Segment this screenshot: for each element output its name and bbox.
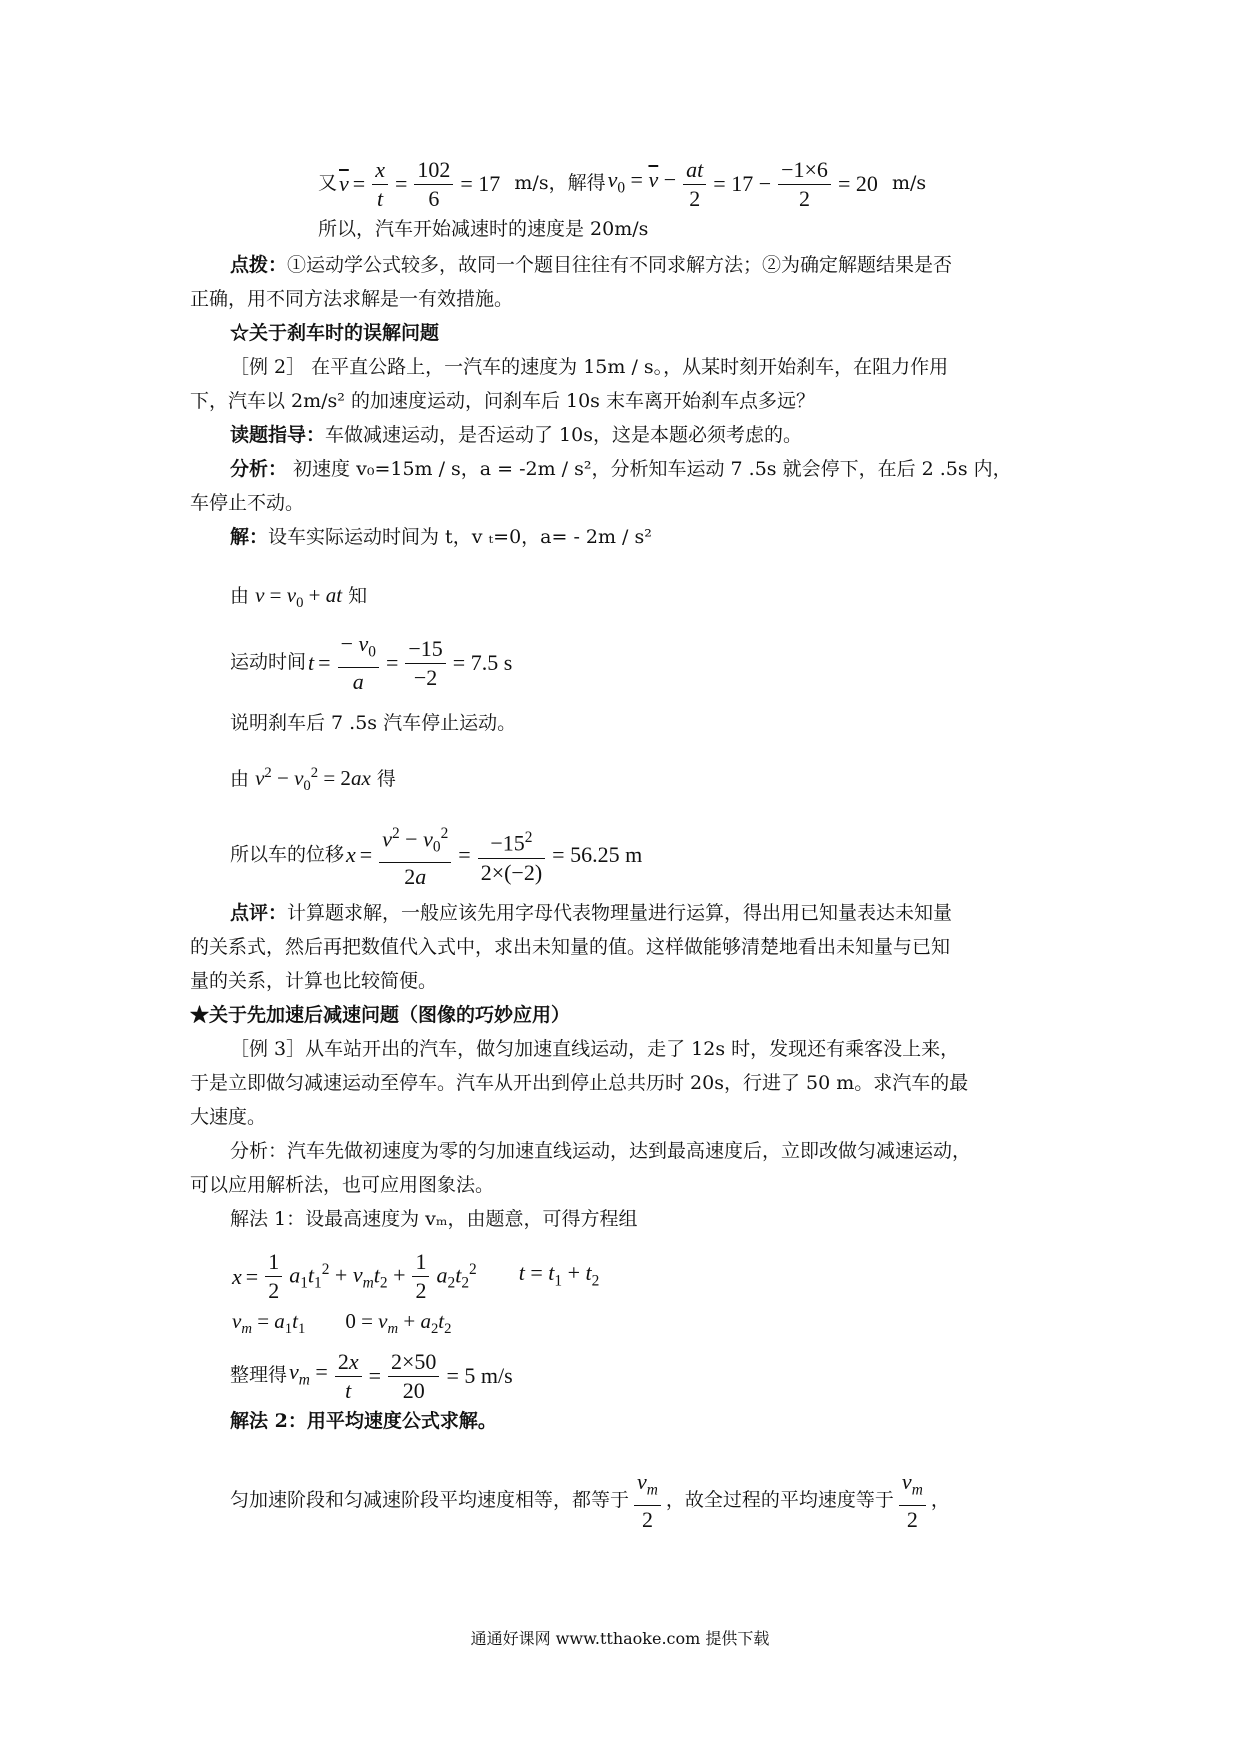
text-you-v2: 由 bbox=[230, 768, 250, 790]
section-heading-1: ☆关于刹车时的误解问题 bbox=[230, 322, 440, 344]
dianping-line-1 bbox=[230, 898, 952, 928]
frac-2x-t: $\frac{2x}{t}$ bbox=[335, 1348, 362, 1405]
frac-vm-2-a: $\frac{v_m}{2}$ bbox=[634, 1468, 661, 1533]
example-3-line-1: ［例 3］从车站开出的汽车，做匀加速直线运动，走了 12s 时，发现还有乘客没上来， bbox=[230, 1038, 960, 1060]
fenxi2-line-1: 分析：汽车先做初速度为零的匀加速直线运动，达到最高速度后，立即改做匀减速运动， bbox=[230, 1140, 972, 1162]
jie-line bbox=[230, 522, 652, 552]
duti-line bbox=[230, 420, 802, 450]
fenxi-line-2: 车停止不动。 bbox=[190, 492, 305, 514]
zhengli-line: 整理得$v_m$ = $\frac{2x}{t}$ = $\frac{2\times 50}{20}$ = 5 m/s bbox=[230, 1348, 513, 1403]
dianbo-line-2: 正确，用不同方法求解是一有效措施。 bbox=[190, 288, 514, 310]
frac-v2-v02-2a: $\frac{v^2 - v_0^2}{2a}$ bbox=[379, 820, 451, 891]
frac-half-1: $\frac{1}{2}$ bbox=[265, 1248, 282, 1305]
formula-v2-line: 由 $v^2 - v_0^2 = 2ax$ 得 bbox=[230, 765, 396, 795]
text-de: 得 bbox=[376, 768, 396, 790]
text-you-v: 由 bbox=[230, 585, 250, 607]
text-zhi: 知 bbox=[348, 585, 368, 607]
example-3-line-3: 大速度。 bbox=[190, 1106, 267, 1128]
fenxi-line-1 bbox=[230, 454, 1012, 484]
last-line bbox=[230, 1468, 950, 1534]
fenxi-text: 初速度 v₀=15m / s，a = -2m / s²，分析知车运动 7 .5s 就会停下，在后 2 .5s 内， bbox=[287, 458, 1012, 480]
jie-label: 解： bbox=[230, 526, 269, 548]
frac-x-t: $\frac{x}{t}$ bbox=[372, 156, 388, 213]
frac-negv0-a: $\frac{- v_0}{a}$ bbox=[338, 630, 379, 695]
equation-system-1: x = $\frac{1}{2}$ $a_1t_1^2 + v_mt_2$ + $\frac{1}{2}$ $a_2t_2^2$ $t = t_1 + t_2$ bbox=[232, 1249, 600, 1304]
last-text-c: ， bbox=[930, 1489, 950, 1511]
text-you: 又 bbox=[318, 172, 338, 195]
frac-neg1x6-2: $\frac{-1\times 6}{2}$ bbox=[778, 156, 831, 213]
text-ms-jiede: m/s，解得 bbox=[514, 172, 606, 195]
time-formula-line: 运动时间t = $\frac{- v_0}{a}$ = $\frac{-15}{-2}$ = 7.5 s bbox=[230, 631, 513, 694]
example-2-line-2: 下，汽车以 2m/s² 的加速度运动，问刹车后 10s 末车离开始刹车点多远？ bbox=[190, 390, 815, 412]
frac-half-2: $\frac{1}{2}$ bbox=[412, 1248, 429, 1305]
frac-102-6: $\frac{102}{6}$ bbox=[414, 156, 453, 213]
jie-text: 设车实际运动时间为 t，v ₜ=0，a= - 2m / s² bbox=[268, 526, 652, 548]
equation-system-2: $v_m = a_1t_1$ $0 = v_m + a_2t_2$ bbox=[232, 1309, 452, 1338]
text-yundong-time: 运动时间 bbox=[230, 651, 307, 673]
frac-at-2: $\frac{at}{2}$ bbox=[683, 156, 706, 213]
dianping-label: 点评： bbox=[230, 902, 288, 924]
text-zhengli: 整理得 bbox=[230, 1364, 288, 1387]
jiefa1-line: 解法 1：设最高速度为 vₘ，由题意，可得方程组 bbox=[230, 1208, 638, 1230]
math-vbar: $\overline{v}$ bbox=[339, 171, 349, 197]
conclusion-line: 所以，汽车开始减速时的速度是 20m/s bbox=[318, 218, 649, 240]
duti-label: 读题指导： bbox=[230, 424, 326, 446]
dianbo-label: 点拨： bbox=[230, 254, 288, 276]
duti-text: 车做减速运动，是否运动了 10s，这是本题必须考虑的。 bbox=[325, 424, 802, 446]
dianbo-line-1 bbox=[230, 250, 952, 280]
jiefa2-line: 解法 2：用平均速度公式求解。 bbox=[230, 1410, 497, 1432]
shuoming-line: 说明刹车后 7 .5s 汽车停止运动。 bbox=[230, 712, 517, 734]
displacement-line: 所以车的位移x = $\frac{v^2 - v_0^2}{2a}$ = $\frac{-15^2}{2\times(-2)}$ = 56.25 m bbox=[230, 820, 644, 891]
section-heading-2: ★关于先加速后减速问题（图像的巧妙应用） bbox=[190, 1004, 571, 1026]
last-text-b: ，故全过程的平均速度等于 bbox=[665, 1489, 894, 1511]
dianbo-text: ①运动学公式较多，故同一个题目往往有不同求解方法；②为确定解题结果是否 bbox=[287, 254, 953, 276]
page-footer: 通通好课网 www.tthaoke.com 提供下载 bbox=[470, 1629, 770, 1648]
frac-vm-2-b: $\frac{v_m}{2}$ bbox=[899, 1468, 926, 1533]
frac-neg15-neg2: $\frac{-15}{-2}$ bbox=[405, 635, 445, 692]
last-text-a: 匀加速阶段和匀减速阶段平均速度相等，都等于 bbox=[230, 1489, 630, 1511]
fenxi2-line-2: 可以应用解析法，也可应用图象法。 bbox=[190, 1174, 495, 1196]
formula-v-line: 由 $v = v_0$ + at 知 bbox=[230, 583, 368, 612]
fenxi-label: 分析： bbox=[230, 458, 288, 480]
text-weiyi: 所以车的位移 bbox=[230, 843, 345, 866]
example-3-line-2: 于是立即做匀减速运动至停车。汽车从开出到停止总共历时 20s，行进了 50 m。求汽车的最 bbox=[190, 1072, 969, 1094]
frac-2x50-20: $\frac{2\times 50}{20}$ bbox=[388, 1348, 439, 1405]
frac-neg15sq: $\frac{-15^2}{2\times(-2)}$ bbox=[478, 824, 545, 886]
text-ms: m/s bbox=[891, 172, 927, 195]
example-2-line-1: ［例 2］ 在平直公路上，一汽车的速度为 15m / s。，从某时刻开始刹车，在阻力作用 bbox=[230, 356, 949, 378]
dianping-line-2: 的关系式，然后再把数值代入式中，求出未知量的值。这样做能够清楚地看出未知量与已知 bbox=[190, 936, 951, 958]
equation-line-1: 又$\overline{v}$ = $\frac{x}{t}$ = $\frac{102}{6}$ = 17 m/s，解得$v_0 = \overline{v}$ − $\frac{at}{2}$ = 17 − $\frac{-1\times 6}{2}$ = 20 m/s bbox=[318, 150, 926, 218]
dianping-line-3: 量的关系，计算也比较简便。 bbox=[190, 970, 438, 992]
dianping-text: 计算题求解，一般应该先用字母代表物理量进行运算，得出用已知量表达未知量 bbox=[287, 902, 953, 924]
